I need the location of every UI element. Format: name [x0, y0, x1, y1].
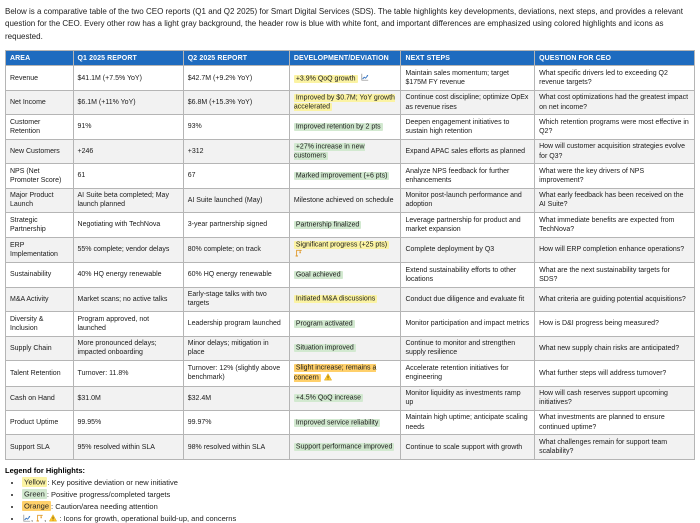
next-steps-cell: Monitor participation and impact metrics — [401, 312, 535, 336]
warning-icon — [49, 514, 57, 523]
table-body — [6, 66, 695, 460]
question-cell: What were the key drivers of NPS improvement? — [535, 164, 695, 188]
q1-cell: 95% resolved within SLA — [73, 435, 183, 459]
next-steps-cell: Monitor post-launch performance and adoption — [401, 188, 535, 212]
area-cell: Customer Retention — [6, 115, 74, 139]
area-cell: Support SLA — [6, 435, 74, 459]
table-row — [6, 263, 695, 287]
development-cell — [289, 312, 401, 336]
area-cell: Diversity & Inclusion — [6, 312, 74, 336]
table-row — [6, 361, 695, 386]
highlight-green: Situation improved — [295, 344, 354, 352]
column-header: AREA — [6, 51, 74, 66]
question-cell: What new supply chain risks are anticipated? — [535, 336, 695, 360]
development-cell — [289, 66, 401, 90]
q2-cell: 67 — [183, 164, 289, 188]
question-cell: How is D&I progress being measured? — [535, 312, 695, 336]
area-cell: Supply Chain — [6, 336, 74, 360]
area-cell: Revenue — [6, 66, 74, 90]
highlight-green: +4.5% QoQ increase — [295, 394, 362, 402]
next-steps-cell: Maintain high uptime; anticipate scaling needs — [401, 410, 535, 434]
highlight-green: Partnership finalized — [295, 221, 360, 229]
development-cell — [289, 336, 401, 360]
q1-cell: Program approved, not launched — [73, 312, 183, 336]
area-cell: New Customers — [6, 139, 74, 163]
legend-item: • Green : Positive progress/completed targets — [22, 490, 695, 499]
area-cell: Talent Retention — [6, 361, 74, 386]
highlight-green: +27% increase in new customers — [293, 143, 365, 160]
highlight-green: Marked improvement (+6 pts) — [295, 172, 388, 180]
q2-cell: Leadership program launched — [183, 312, 289, 336]
table-row — [6, 336, 695, 360]
question-cell: Which retention programs were most effective in Q2? — [535, 115, 695, 139]
table-row — [6, 213, 695, 237]
legend — [5, 466, 695, 523]
comparison-table — [5, 50, 695, 460]
area-cell: Strategic Partnership — [6, 213, 74, 237]
next-steps-cell: Continue to monitor and strengthen supply resilience — [401, 336, 535, 360]
question-cell: What challenges remain for support team scalability? — [535, 435, 695, 459]
development-cell — [289, 263, 401, 287]
q2-cell: 98% resolved within SLA — [183, 435, 289, 459]
legend-item: • , , : Icons for growth, operational build-up, and concerns — [22, 514, 695, 523]
development-cell — [289, 386, 401, 410]
development-cell — [289, 237, 401, 262]
q1-cell: Market scans; no active talks — [73, 287, 183, 311]
area-cell: Major Product Launch — [6, 188, 74, 212]
column-header: QUESTION FOR CEO — [535, 51, 695, 66]
next-steps-cell: Maintain sales momentum; target $175M FY revenue — [401, 66, 535, 90]
next-steps-cell: Continue cost discipline; optimize OpEx as revenue rises — [401, 90, 535, 114]
development-cell — [289, 115, 401, 139]
q2-cell: $6.8M (+15.3% YoY) — [183, 90, 289, 114]
q2-cell: 3-year partnership signed — [183, 213, 289, 237]
table-row — [6, 164, 695, 188]
warning-icon — [324, 373, 332, 383]
table-row — [6, 435, 695, 459]
q2-cell: 60% HQ energy renewable — [183, 263, 289, 287]
q1-cell: +246 — [73, 139, 183, 163]
q1-cell: Negotiating with TechNova — [73, 213, 183, 237]
highlight-green: Program activated — [295, 320, 353, 328]
area-cell: Cash on Hand — [6, 386, 74, 410]
next-steps-cell: Expand APAC sales efforts as planned — [401, 139, 535, 163]
question-cell: What investments are planned to ensure continued uptime? — [535, 410, 695, 434]
development-cell — [289, 287, 401, 311]
question-cell: What early feedback has been received on the AI Suite? — [535, 188, 695, 212]
development-cell — [289, 361, 401, 386]
next-steps-cell: Deepen engagement initiatives to sustain high retention — [401, 115, 535, 139]
q1-cell: 91% — [73, 115, 183, 139]
column-header: NEXT STEPS — [401, 51, 535, 66]
highlight-yellow: Initiated M&A discussions — [295, 295, 376, 303]
question-cell: What are the next sustainability targets for SDS? — [535, 263, 695, 287]
q1-cell: 61 — [73, 164, 183, 188]
table-row — [6, 386, 695, 410]
question-cell: What immediate benefits are expected from TechNova? — [535, 213, 695, 237]
next-steps-cell: Analyze NPS feedback for further enhancements — [401, 164, 535, 188]
growth-chart-icon — [361, 73, 369, 83]
legend-list — [5, 478, 695, 523]
development-cell — [289, 213, 401, 237]
table-row — [6, 115, 695, 139]
development-cell — [289, 90, 401, 114]
table-row — [6, 139, 695, 163]
area-cell: Sustainability — [6, 263, 74, 287]
legend-item: • Orange : Caution/area needing attention — [22, 502, 695, 511]
q2-cell: Turnover: 12% (slightly above benchmark) — [183, 361, 289, 386]
question-cell: What criteria are guiding potential acquisitions? — [535, 287, 695, 311]
intro-text: Below is a comparative table of the two CEO reports (Q1 and Q2 2025) for Smart Digital Services (SDS). The table highlights key developments, deviations, next steps, and provides a relevant question for the CEO. Every other row has a light gray background, the header row is blue with white font, and important differences are emphasized using colored highlights and icons as requested. — [5, 7, 683, 41]
legend-title: Legend for Highlights: — [5, 465, 85, 475]
highlight-green: Goal achieved — [295, 271, 341, 279]
development-cell — [289, 410, 401, 434]
table-row — [6, 90, 695, 114]
next-steps-cell: Monitor liquidity as investments ramp up — [401, 386, 535, 410]
highlight-yellow: +3.9% QoQ growth — [295, 75, 356, 83]
question-cell: How will ERP completion enhance operations? — [535, 237, 695, 262]
development-cell — [289, 435, 401, 459]
development-cell: Milestone achieved on schedule — [289, 188, 401, 212]
table-row — [6, 66, 695, 90]
header-row — [6, 51, 695, 66]
table-row — [6, 188, 695, 212]
next-steps-cell: Leverage partnership for product and market expansion — [401, 213, 535, 237]
development-cell — [289, 139, 401, 163]
question-cell: How will customer acquisition strategies evolve for Q3? — [535, 139, 695, 163]
growth-chart-icon — [23, 514, 31, 523]
crane-build-icon — [295, 249, 303, 259]
q2-cell: 93% — [183, 115, 289, 139]
q1-cell: More pronounced delays; impacted onboarding — [73, 336, 183, 360]
q2-cell: 80% complete; on track — [183, 237, 289, 262]
column-header: Q2 2025 REPORT — [183, 51, 289, 66]
q2-cell: $32.4M — [183, 386, 289, 410]
development-cell — [289, 164, 401, 188]
q2-cell: +312 — [183, 139, 289, 163]
q1-cell: Turnover: 11.8% — [73, 361, 183, 386]
highlight-green: Improved service reliability — [295, 419, 379, 427]
q1-cell: $31.0M — [73, 386, 183, 410]
legend-item: • Yellow : Key positive deviation or new initiative — [22, 478, 695, 487]
question-cell: How will cash reserves support upcoming initiatives? — [535, 386, 695, 410]
q2-cell: Minor delays; mitigation in place — [183, 336, 289, 360]
crane-build-icon — [36, 514, 44, 523]
yellow-swatch: Yellow — [24, 477, 46, 487]
table-row — [6, 312, 695, 336]
area-cell: ERP Implementation — [6, 237, 74, 262]
next-steps-cell: Conduct due diligence and evaluate fit — [401, 287, 535, 311]
table-row — [6, 287, 695, 311]
next-steps-cell: Complete deployment by Q3 — [401, 237, 535, 262]
table-row — [6, 410, 695, 434]
highlight-yellow: Significant progress (+25 pts) — [295, 241, 388, 249]
next-steps-cell: Extend sustainability efforts to other locations — [401, 263, 535, 287]
q1-cell: AI Suite beta completed; May launch planned — [73, 188, 183, 212]
highlight-yellow: Improved by $0.7M; YoY growth accelerated — [293, 94, 395, 111]
q1-cell: $41.1M (+7.5% YoY) — [73, 66, 183, 90]
green-swatch: Green — [24, 489, 45, 499]
highlight-green: Improved retention by 2 pts — [295, 123, 381, 131]
orange-swatch: Orange — [24, 501, 50, 511]
next-steps-cell: Accelerate retention initiatives for engineering — [401, 361, 535, 386]
q2-cell: Early-stage talks with two targets — [183, 287, 289, 311]
area-cell: M&A Activity — [6, 287, 74, 311]
highlight-green: Support performance improved — [295, 443, 393, 451]
area-cell: Net Income — [6, 90, 74, 114]
area-cell: Product Uptime — [6, 410, 74, 434]
next-steps-cell: Continue to scale support with growth — [401, 435, 535, 459]
highlight-orange: Slight increase; remains a concern — [293, 364, 377, 382]
q1-cell: 55% complete; vendor delays — [73, 237, 183, 262]
column-header: DEVELOPMENT/DEVIATION — [289, 51, 401, 66]
q2-cell: $42.7M (+9.2% YoY) — [183, 66, 289, 90]
table-row — [6, 237, 695, 262]
q1-cell: 40% HQ energy renewable — [73, 263, 183, 287]
q2-cell: 99.97% — [183, 410, 289, 434]
question-cell: What further steps will address turnover? — [535, 361, 695, 386]
q1-cell: 99.95% — [73, 410, 183, 434]
q1-cell: $6.1M (+11% YoY) — [73, 90, 183, 114]
question-cell: What cost optimizations had the greatest impact on net income? — [535, 90, 695, 114]
q2-cell: AI Suite launched (May) — [183, 188, 289, 212]
area-cell: NPS (Net Promoter Score) — [6, 164, 74, 188]
column-header: Q1 2025 REPORT — [73, 51, 183, 66]
question-cell: What specific drivers led to exceeding Q2 revenue targets? — [535, 66, 695, 90]
